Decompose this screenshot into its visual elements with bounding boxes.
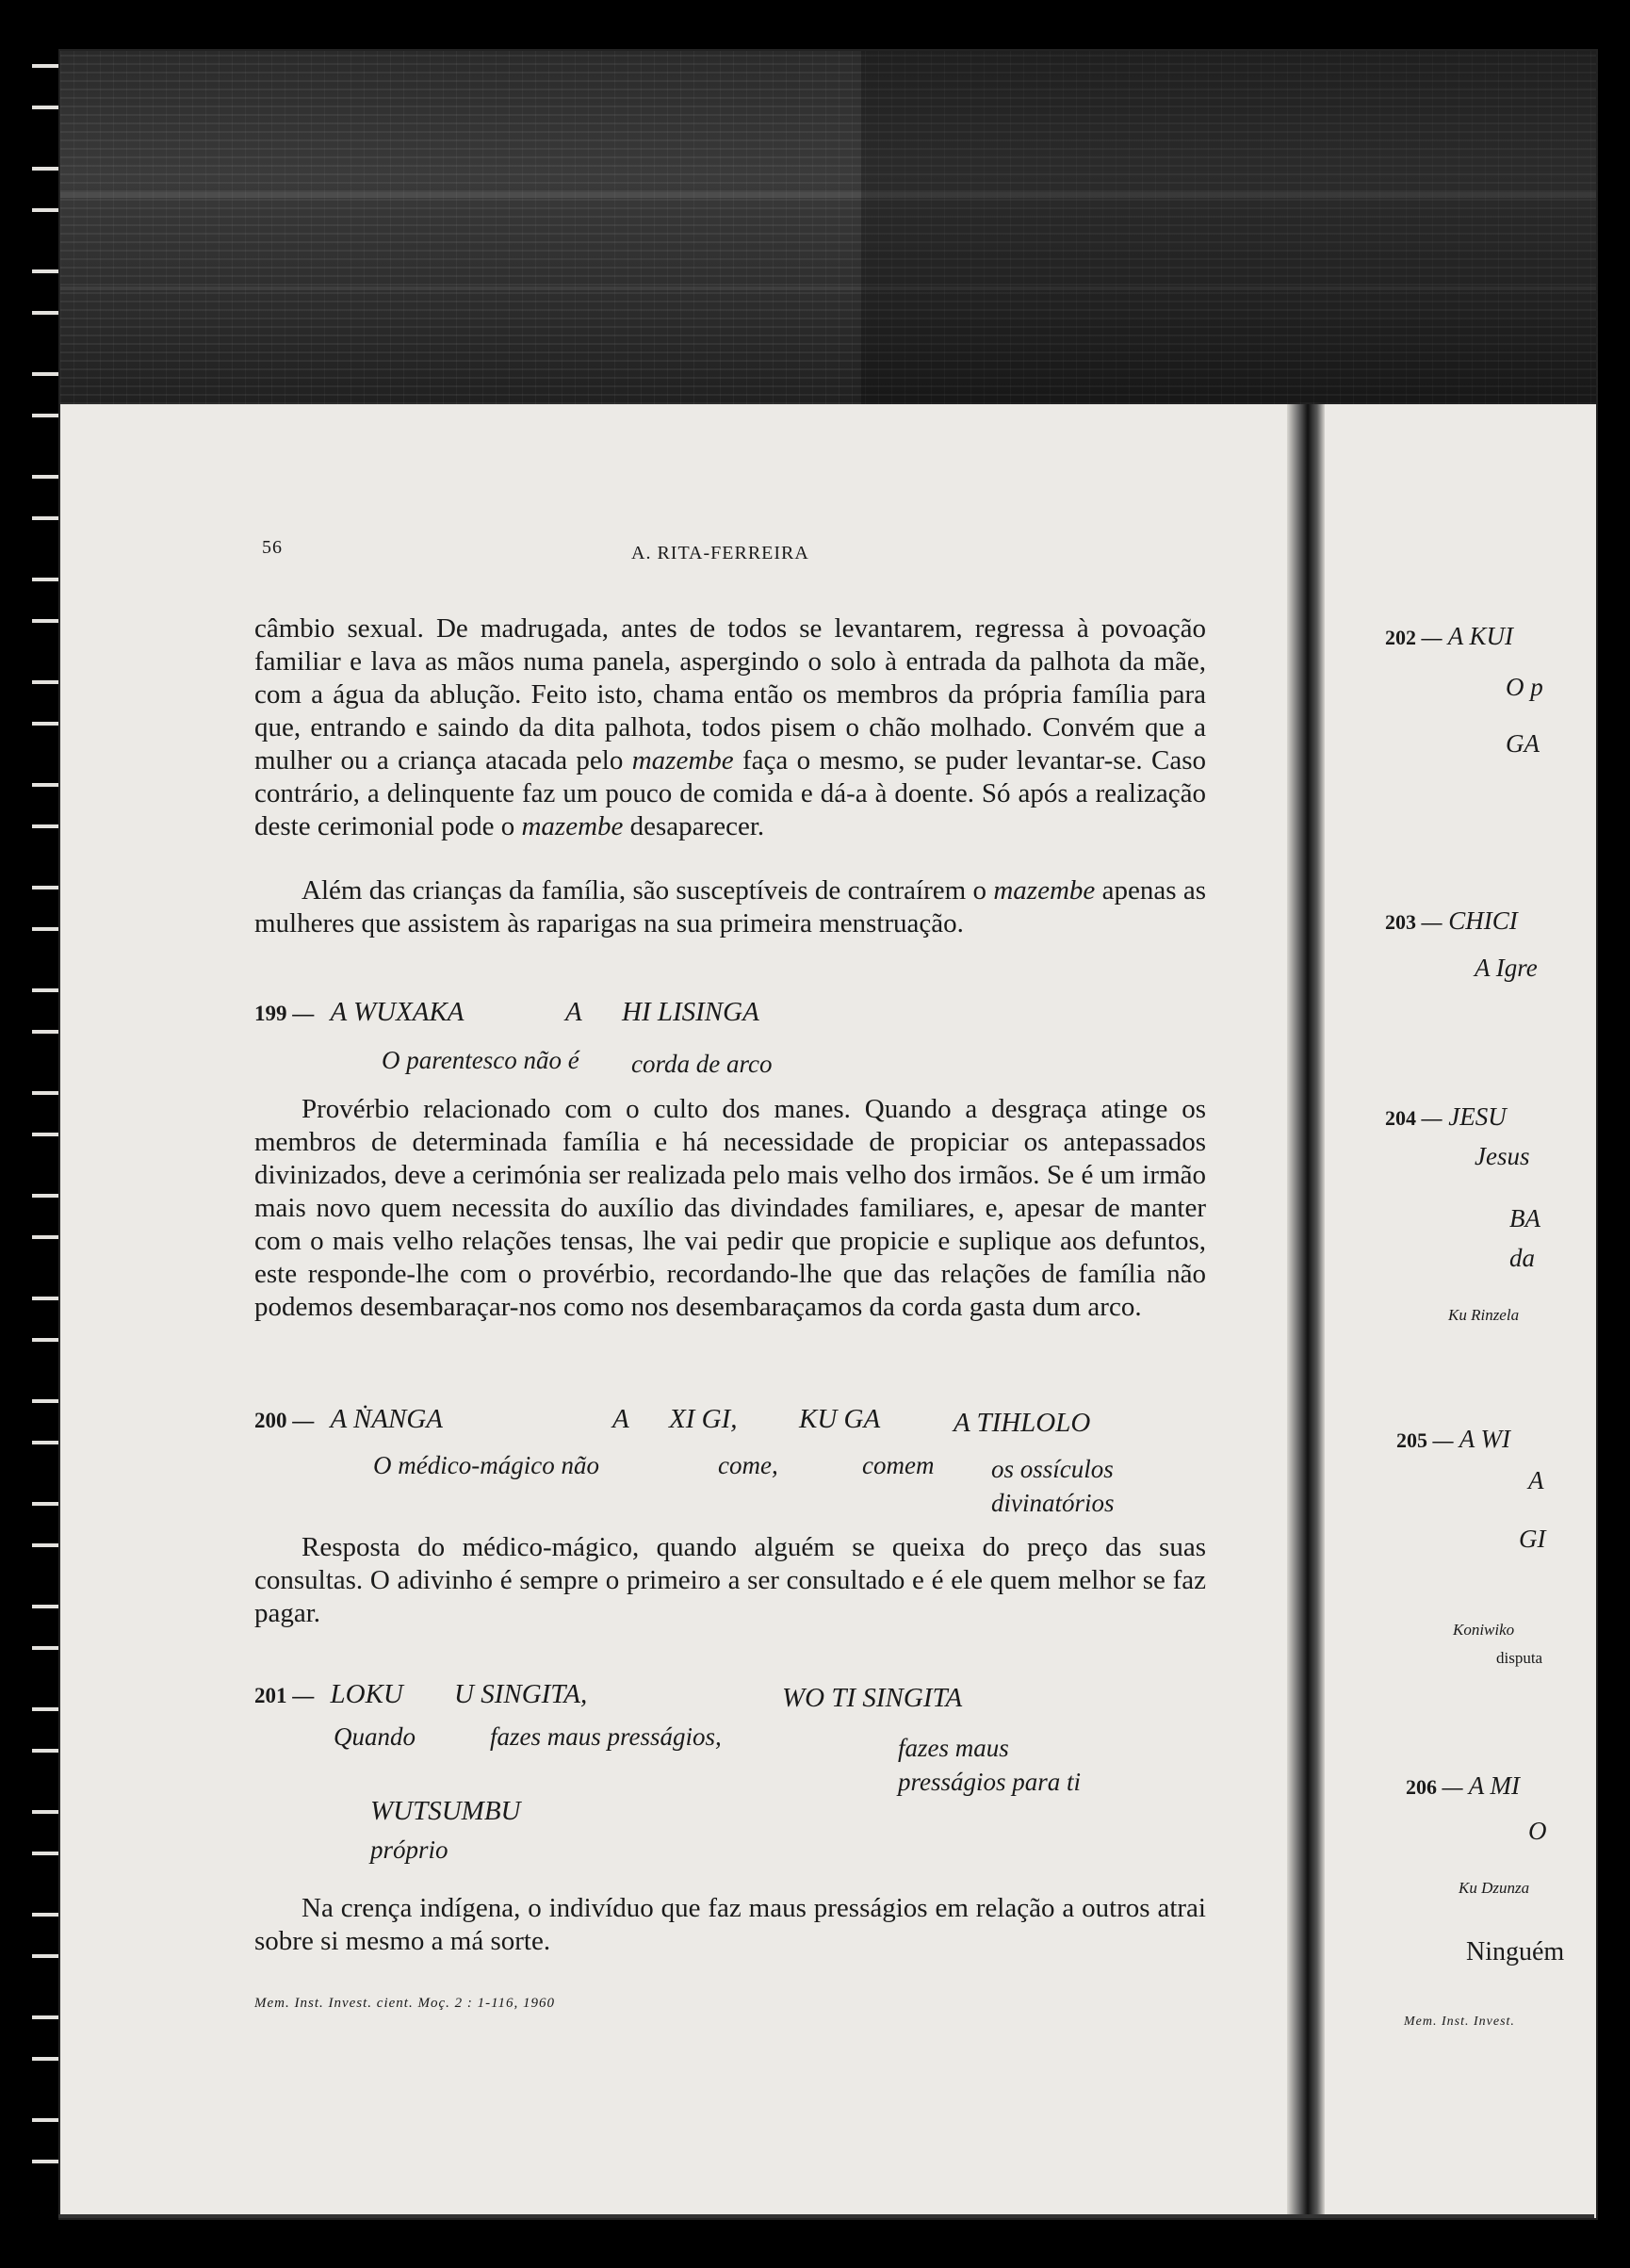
entry-204-gloss: da bbox=[1509, 1244, 1535, 1272]
entry-201-gloss: Quando bbox=[334, 1722, 416, 1751]
running-head bbox=[254, 537, 1206, 575]
entry-204-head-word: BA bbox=[1509, 1204, 1540, 1232]
entry-204-gloss: Jesus bbox=[1475, 1142, 1530, 1170]
entry-199-text: Provérbio relacionado com o culto dos manes. Quando a desgraça atinge os membros de determinada família e há necessidade de propiciar os antepassados divinizados, deve a cerimónia ser realizada pelo mais velho dos irmãos. Se é um irmão mais novo quem necessita do auxílio das divindades familiares, e, apesar de manter com o mais velho relações tensas, lhe vai pedir que propicie e suplique aos defuntos, este responde-lhe com o provérbio, recordando-lhe que das relações de família não podemos desembaraçar-nos como nos desembaraçamos da corda gasta dum arco. bbox=[254, 1094, 1206, 1322]
entry-200-head-word: A TIHLOLO bbox=[954, 1408, 1091, 1438]
entry-200-gloss: os ossículos bbox=[991, 1455, 1114, 1483]
entry-206-note: Ku Dzunza bbox=[1459, 1879, 1530, 1897]
entry-203-gloss: A Igre bbox=[1475, 954, 1538, 982]
entry-204-head: 204 — JESU bbox=[1385, 1102, 1507, 1131]
page-number: 56 bbox=[262, 537, 283, 558]
entry-205-note: disputa bbox=[1496, 1649, 1543, 1667]
running-head-author: A. RITA-FERREIRA bbox=[631, 543, 809, 563]
entry-205-head: 205 — A WI bbox=[1396, 1425, 1511, 1453]
entry-200-text: Resposta do médico-mágico, quando alguém se queixa do preço das suas consultas. O adivinho é sempre o primeiro a ser consultado e é ele quem melhor se faz pagar. bbox=[254, 1532, 1206, 1628]
entry-202-head-word: GA bbox=[1506, 729, 1540, 758]
entry-200-head: 200 — A ṄANGA bbox=[254, 1404, 443, 1434]
entry-199-head: 199 — A WUXAKA bbox=[254, 997, 465, 1027]
entry-199-gloss: corda de arco bbox=[631, 1050, 773, 1078]
entry-201-gloss: presságios para ti bbox=[898, 1768, 1082, 1796]
entry-201-gloss: fazes maus bbox=[898, 1734, 1009, 1762]
entry-206-gloss: O bbox=[1528, 1817, 1547, 1845]
page-footer-citation: Mem. Inst. Invest. cient. Moç. 2 : 1-116, 1960 bbox=[254, 1996, 555, 2011]
entry-199-gloss: O parentesco não é bbox=[382, 1046, 579, 1074]
entry-199-head-word: HI LISINGA bbox=[622, 997, 759, 1027]
scan-shade bbox=[861, 51, 1596, 404]
entry-206-text: Ninguém bbox=[1466, 1937, 1565, 1966]
entry-200-head-word: A bbox=[612, 1404, 629, 1434]
entry-201-head-word: WO TI SINGITA bbox=[782, 1683, 963, 1713]
paragraph-text: câmbio sexual. De madrugada, antes de todos se levantarem, regressa à povoação familiar e lava as mãos numa panela, aspergindo o solo à entrada da palhota da mãe, com a água da ablução. Feito isto, chama então os membros da própria família para que, entrando e saindo da dita palhota, todos pisem o chão molhado. Convém que a mulher ou a criança atacada pelo mazembe faça o mesmo, se puder levantar-se. Caso contrário, a delinquente faz um pouco de comida e dá-a à doente. Só após a realização deste cerimonial pode o mazembe desaparecer. bbox=[254, 613, 1206, 841]
entry-200-head-word: XI GI, bbox=[669, 1404, 738, 1434]
paragraph bbox=[254, 874, 1206, 940]
entry-203-head: 203 — CHICI bbox=[1385, 906, 1518, 935]
entry-205-gloss: A bbox=[1528, 1466, 1544, 1494]
paragraph-text: Além das crianças da família, são susceptíveis de contraírem o mazembe apenas as mulheres que assistem às raparigas na sua primeira menstruação. bbox=[254, 875, 1206, 938]
entry-206-head: 206 — A MI bbox=[1406, 1771, 1521, 1800]
book-gutter bbox=[1287, 404, 1325, 2218]
entry-201-gloss: próprio bbox=[370, 1836, 448, 1864]
entry-200-gloss: comem bbox=[862, 1451, 935, 1479]
entry-200-gloss: divinatórios bbox=[991, 1489, 1115, 1517]
scan-artifact-band bbox=[60, 51, 1596, 404]
paragraph-continuation bbox=[254, 612, 1206, 843]
entry-201-gloss: fazes maus presságios, bbox=[490, 1722, 722, 1751]
entry-205-head-word: GI bbox=[1519, 1525, 1546, 1553]
entry-202-head: 202 — A KUI bbox=[1385, 622, 1514, 650]
entry-201-head-word: U SINGITA, bbox=[454, 1679, 588, 1709]
entry-200-gloss: come, bbox=[718, 1451, 778, 1479]
entry-200-head-word: KU GA bbox=[799, 1404, 881, 1434]
entry-204-note: Ku Rinzela bbox=[1448, 1306, 1520, 1324]
right-page-footer: Mem. Inst. Invest. bbox=[1404, 2015, 1515, 2029]
entry-200-gloss: O médico-mágico não bbox=[373, 1451, 599, 1479]
entry-201-text: Na crença indígena, o indivíduo que faz maus presságios em relação a outros atrai sobre si mesmo a má sorte. bbox=[254, 1893, 1206, 1956]
entry-201-head: 201 — LOKU bbox=[254, 1679, 403, 1709]
entry-205-note: Koniwiko bbox=[1453, 1621, 1515, 1639]
entry-199-head-word: A bbox=[565, 997, 582, 1027]
page-bottom-edge bbox=[58, 2214, 1594, 2218]
entry-202-gloss: O p bbox=[1506, 673, 1543, 701]
entry-201-head-word: WUTSUMBU bbox=[370, 1796, 521, 1826]
